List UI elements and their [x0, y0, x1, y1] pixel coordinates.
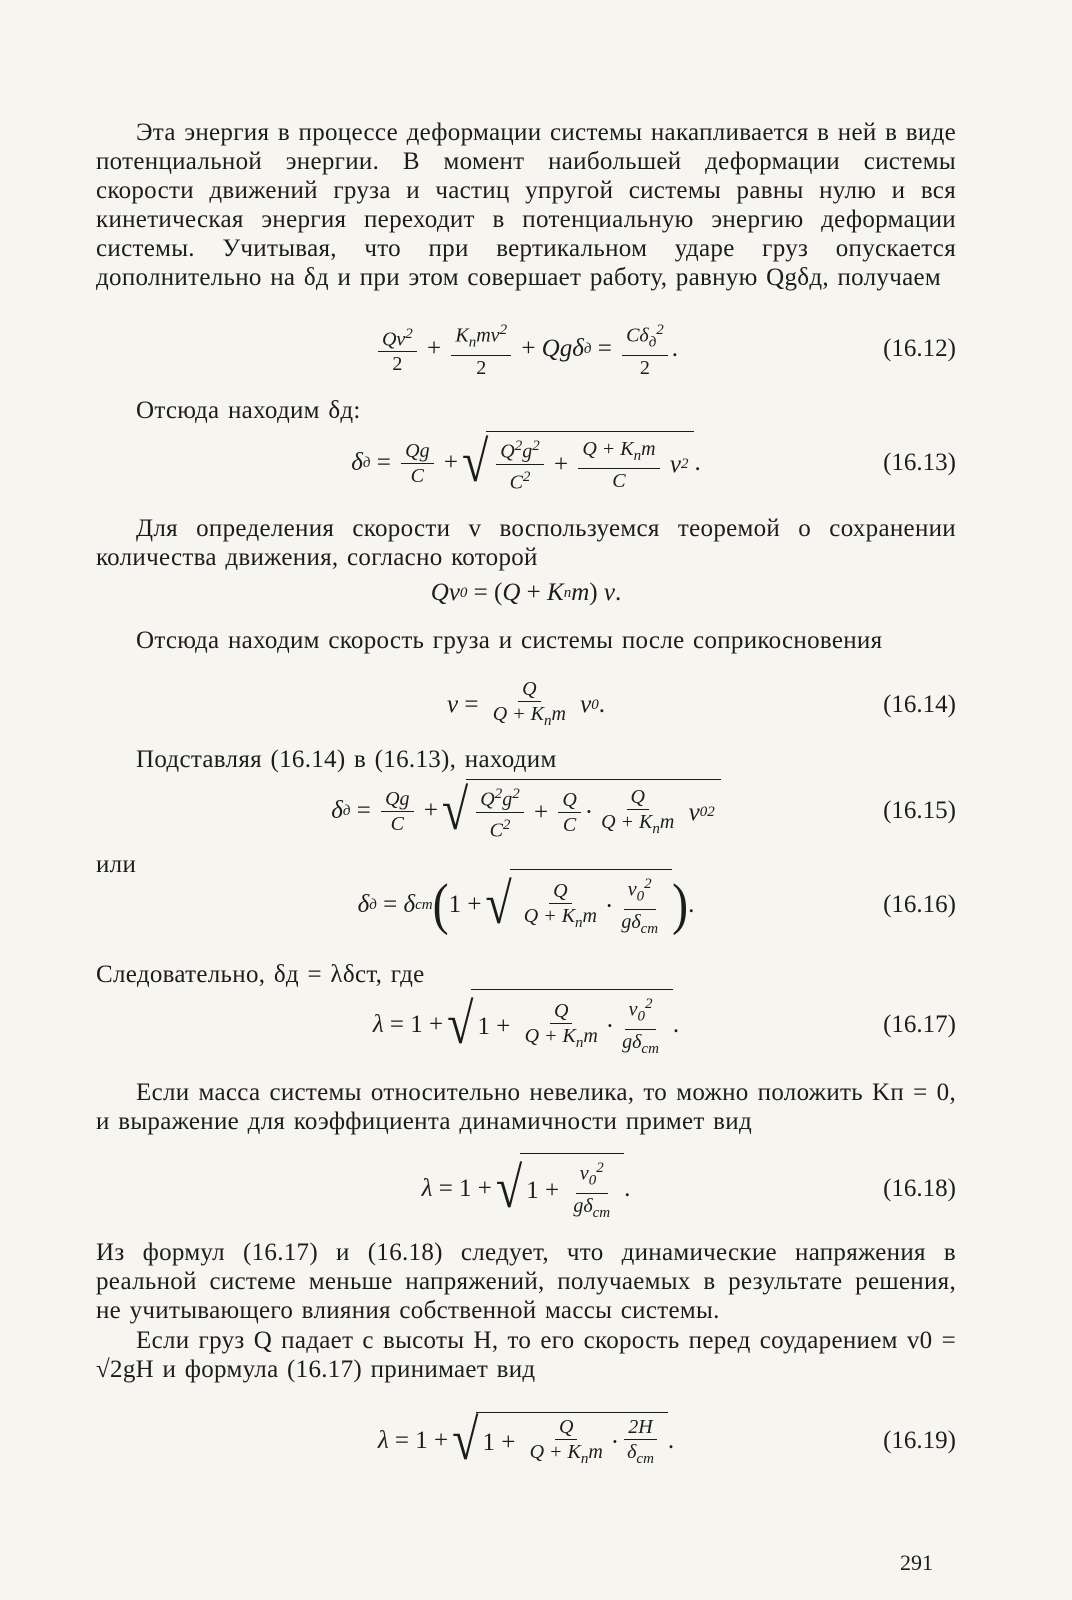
- equation-number: (16.17): [883, 1011, 956, 1038]
- paragraph-substitute: Подставляя (16.14) в (16.13), находим: [136, 746, 557, 773]
- equation-momentum: [96, 568, 956, 618]
- formula-16-13: δ д = $\frac{Qg}{C}$ + √ $\frac{Q^2g^2}{C^2}$ + $\frac{Q + K_пm}{C}$ v 2 .: [351, 430, 701, 495]
- paragraph-falling-load: Если груз Q падает с высоты H, то его скорость перед соударением v0 = √2gH и формула (16.17) принимает вид: [96, 1327, 956, 1383]
- equation-16-13: [96, 432, 956, 494]
- paragraph-find-delta: Отсюда находим δд:: [136, 397, 361, 424]
- equation-16-15: [96, 780, 956, 842]
- formula-momentum: Qv 0 = ( Q + K п m ) v .: [430, 579, 622, 606]
- paragraph-velocity: Для определения скорости v воспользуемся теоремой о сохранении количества движения, согласно которой: [96, 515, 956, 571]
- formula-16-15: δ д = $\frac{Qg}{C}$ + √ $\frac{Q^2g^2}{C^2}$ + $\frac{Q}{C}$ · $\frac{Q}{Q + K_пm}$ v 0 2: [96, 780, 956, 842]
- paragraph-speed-after: Отсюда находим скорость груза и системы после соприкосновения: [136, 627, 883, 654]
- formula-16-19: λ = 1 + √ 1 + $\frac{Q}{Q + K_пm}$ · $\frac{2H}{\delta_{ст}}$ .: [377, 1408, 675, 1473]
- paragraph-energy: Эта энергия в процессе деформации системы накапливается в ней в виде потенциальной энергии. В момент наибольшей деформации системы скорости движений груза и частиц упругой системы равны нулю и вся кинетическая энергия переходит в потенциальную энергию деформации системы. Учитывая, что при вертикальном ударе груз опускается дополнительно на δд и при этом совершает работу, равную Qgδд, получаем: [96, 119, 956, 291]
- paragraph-or: или: [96, 851, 137, 878]
- formula-16-18: λ = 1 + √ 1 + $\frac{v_0^2}{g\delta_{ст}}$ .: [96, 1158, 956, 1220]
- page-number: 291: [900, 1550, 933, 1575]
- equation-number: (16.14): [883, 691, 956, 718]
- equation-number: (16.12): [883, 335, 956, 362]
- formula-16-17: λ = 1 + √ 1 + $\frac{Q}{Q + K_пm}$ · $\frac{v_0^2}{g\delta_{ст}}$ .: [96, 994, 956, 1056]
- paragraph-therefore: Следовательно, δд = λδст, где: [96, 961, 425, 988]
- equation-number: (16.13): [883, 449, 956, 476]
- equation-number: (16.15): [883, 797, 956, 824]
- equation-16-14: [96, 674, 956, 736]
- equation-16-18: [96, 1158, 956, 1220]
- equation-16-19: [96, 1410, 956, 1472]
- paragraph-small-mass: Если масса системы относительно невелика, то можно положить Kп = 0, и выражение для коэффициента динамичности примет вид: [96, 1079, 956, 1135]
- formula-16-14: v = $\frac{Q}{Q + K_пm}$ v 0 .: [446, 678, 606, 729]
- equation-number: (16.18): [883, 1175, 956, 1202]
- equation-16-16: [96, 874, 956, 936]
- formula-16-12: $\frac{Qv^2}{2}$ + $\frac{K_пmv^2}{2}$ + Qgδ д = $\frac{C\delta_д^2}{2}$ .: [96, 318, 956, 380]
- formula-16-16: δ д = δ ст ( 1 + √ $\frac{Q}{Q + K_пm}$ · $\frac{v_0^2}{g\delta_{ст}}$ ) .: [96, 874, 956, 936]
- equation-number: (16.19): [883, 1427, 956, 1454]
- equation-number: (16.16): [883, 891, 956, 918]
- equation-16-17: [96, 994, 956, 1056]
- paragraph-conclusion: Из формул (16.17) и (16.18) следует, что динамические напряжения в реальной системе меньше напряжений, получаемых в результате решения, не учитывающего влияния собственной массы системы.: [96, 1239, 956, 1324]
- equation-16-12: [96, 318, 956, 380]
